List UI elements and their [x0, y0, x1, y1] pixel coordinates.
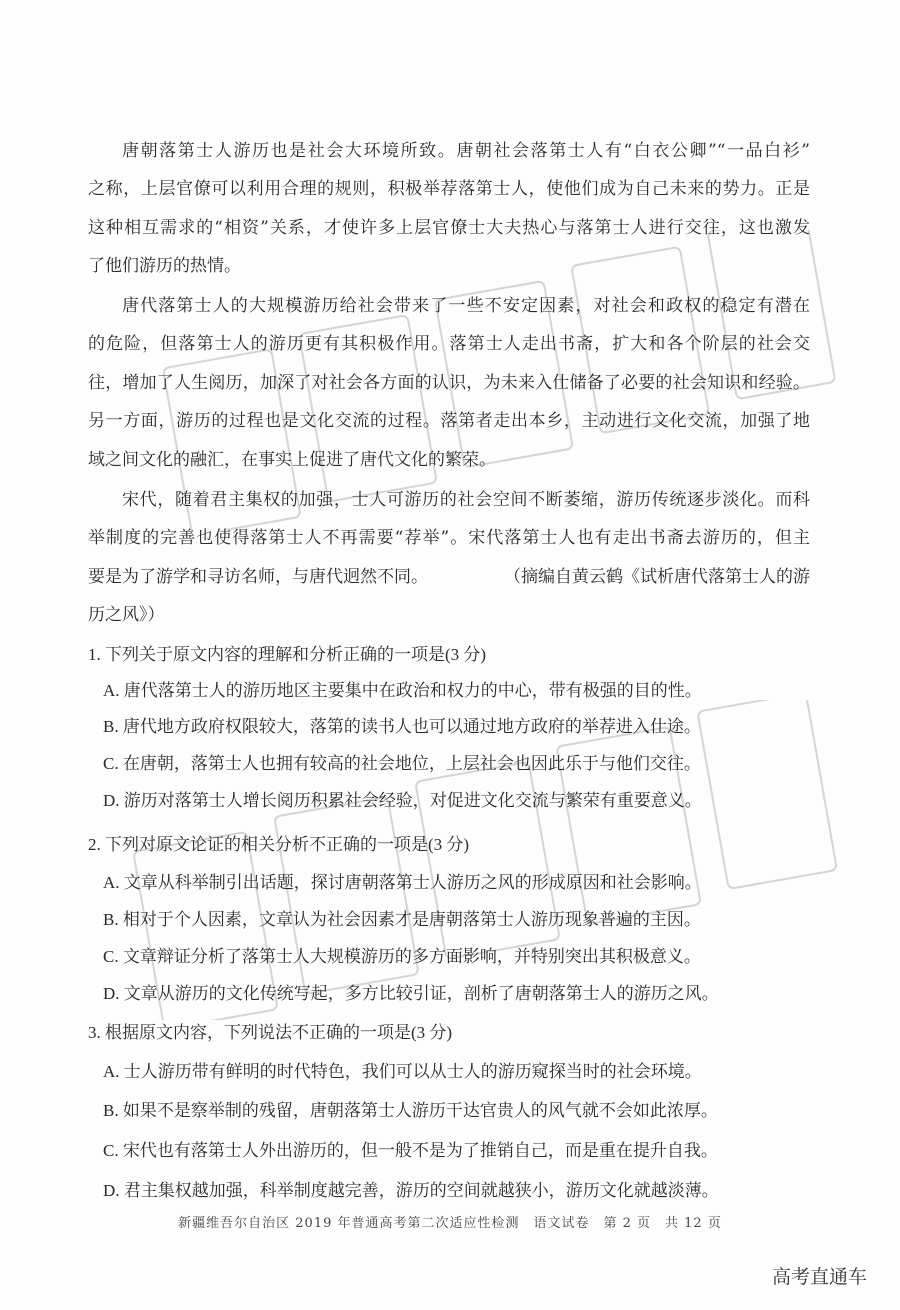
passage-line: 了他们游历的热情。: [88, 256, 241, 276]
passage-line: 宋代，随着君主集权的加强，士人可游历的社会空间不断萎缩，游历传统逐步淡化。而科: [122, 490, 810, 510]
passage-line: 往，增加了人生阅历，加深了对社会各方面的认识，为未来入仕储备了必要的社会知识和经验。: [88, 373, 810, 393]
passage-line: [88, 565, 810, 589]
question-2-option-a: A. 文章从科举制引出话题，探讨唐朝落第士人游历之风的形成原因和社会影响。: [103, 873, 702, 892]
question-1-stem: 1. 下列关于原文内容的理解和分析正确的一项是(3 分): [88, 645, 487, 664]
question-3-option-a: A. 士人游历带有鲜明的时代特色，我们可以从士人的游历窥探当时的社会环境。: [103, 1062, 702, 1081]
watermark-graphic-lower: [120, 700, 860, 1020]
question-1-option-a: A. 唐代落第士人的游历地区主要集中在政治和权力的中心，带有极强的目的性。: [103, 681, 702, 700]
question-2-option-c: C. 文章辩证分析了落第士人大规模游历的多方面影响，并特别突出其积极意义。: [103, 947, 701, 966]
page-footer: 新疆维吾尔自治区 2019 年普通高考第二次适应性检测 语文试卷 第 2 页 共 12 页: [178, 1216, 722, 1231]
question-3-stem: 3. 根据原文内容，下列说法不正确的一项是(3 分): [88, 1023, 453, 1042]
passage-line: 举制度的完善也使得落第士人不再需要“荐举”。宋代落第士人也有走出书斋去游历的，但主: [88, 528, 810, 548]
question-1-option-d: D. 游历对落第士人增长阅历积累社会经验，对促进文化交流与繁荣有重要意义。: [103, 791, 702, 810]
passage-line: 唐代落第士人的大规模游历给社会带来了一些不安定因素，对社会和政权的稳定有潜在: [122, 296, 810, 316]
citation: （摘编自黄云鹤《试析唐代落第士人的游: [504, 567, 810, 587]
question-3-option-b: B. 如果不是察举制的残留，唐朝落第士人游历干达官贵人的风气就不会如此浓厚。: [103, 1101, 718, 1120]
passage-line: 之称，上层官僚可以利用合理的规则，积极举荐落第士人，使他们成为自己未来的势力。正是: [88, 179, 810, 199]
question-2-stem: 2. 下列对原文论证的相关分析不正确的一项是(3 分): [88, 835, 470, 854]
passage-line: 唐朝落第士人游历也是社会大环境所致。唐朝社会落第士人有“白衣公卿”“一品白衫”: [122, 141, 810, 161]
question-3-option-c: C. 宋代也有落第士人外出游历的，但一般不是为了推销自己，而是重在提升自我。: [103, 1141, 718, 1160]
citation-end: 历之风》）: [88, 605, 165, 625]
question-3-option-d: D. 君主集权越加强，科举制度越完善，游历的空间就越狭小，游历文化就越淡薄。: [103, 1181, 719, 1200]
question-2-option-b: B. 相对于个人因素，文章认为社会因素才是唐朝落第士人游历现象普遍的主因。: [103, 910, 701, 929]
question-2-option-d: D. 文章从游历的文化传统写起，多方比较引证，剖析了唐朝落第士人的游历之风。: [103, 984, 719, 1003]
passage-line: 这种相互需求的“相资”关系，才使许多上层官僚士大夫热心与落第士人进行交往，这也激发: [88, 218, 810, 238]
passage-line: 的危险，但落第士人的游历更有其积极作用。落第士人走出书斋，扩大和各个阶层的社会交: [88, 334, 810, 354]
question-1-option-b: B. 唐代地方政府权限较大，落第的读书人也可以通过地方政府的举荐进入仕途。: [103, 717, 701, 736]
passage-line: 域之间文化的融汇，在事实上促进了唐代文化的繁荣。: [88, 450, 496, 470]
question-1-option-c: C. 在唐朝，落第士人也拥有较高的社会地位，上层社会也因此乐于与他们交往。: [103, 754, 701, 773]
passage-line: 另一方面，游历的过程也是文化交流的过程。落第者走出本乡，主动进行文化交流，加强了地: [88, 411, 810, 431]
passage-text: 要是为了游学和寻访名师，与唐代迥然不同。: [88, 567, 428, 587]
brand-watermark: 高考直通车: [772, 1266, 868, 1288]
